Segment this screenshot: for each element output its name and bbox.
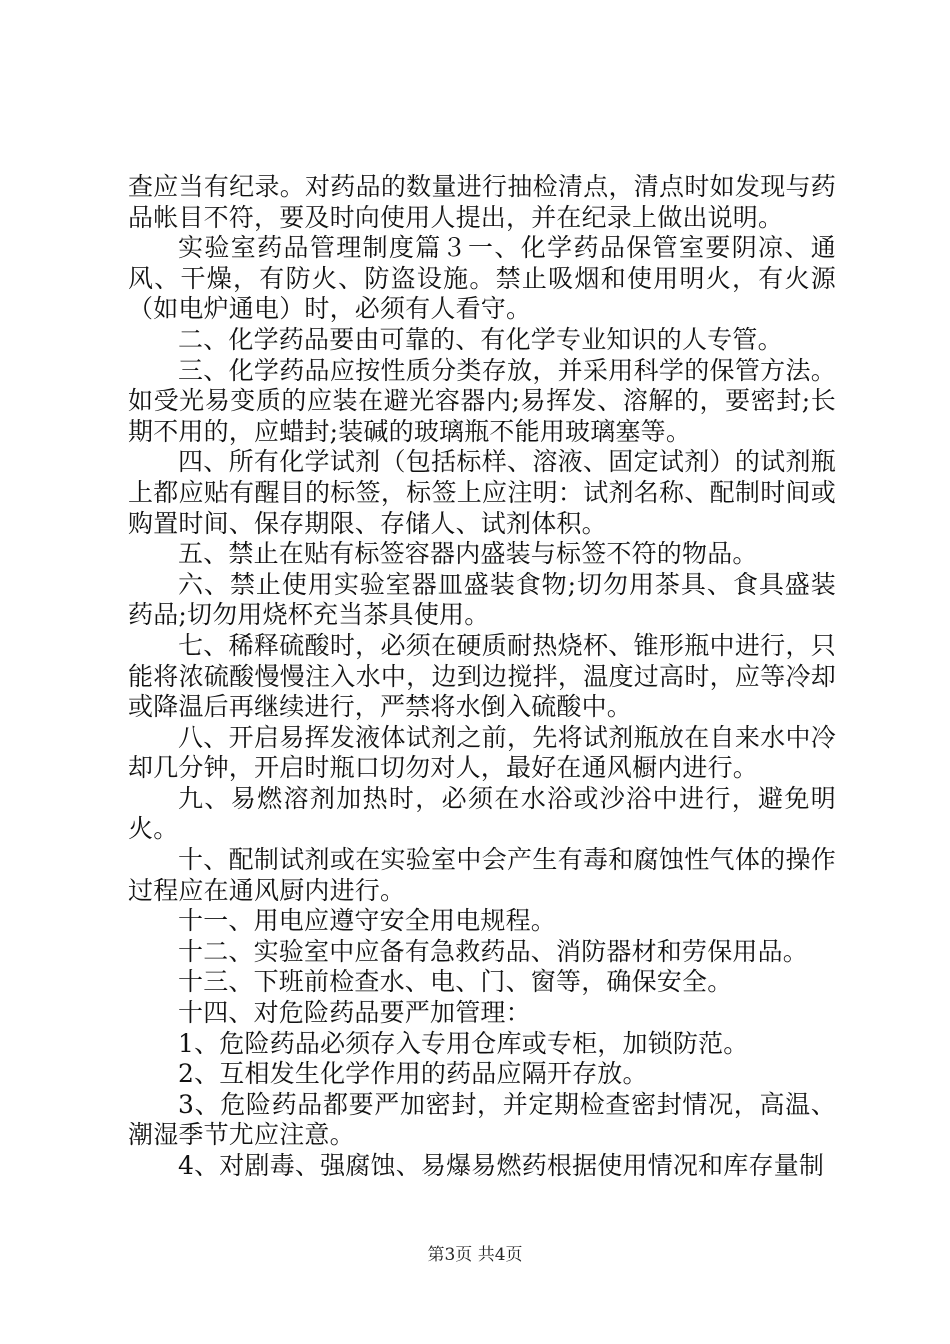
paragraph: 1、危险药品必须存入专用仓库或专柜，加锁防范。: [178, 1028, 749, 1058]
paragraph: 四、所有化学试剂（包括标样、溶液、固定试剂）的试剂瓶上都应贴有醒目的标签，标签上应注明：试剂名称、配制时间或购置时间、保存期限、存储人、试剂体积。: [128, 447, 836, 538]
paragraph: 4、对剧毒、强腐蚀、易爆易燃药根据使用情况和库存量制: [178, 1151, 825, 1180]
paragraph: 3、危险药品都要严加密封，并定期检查密封情况，高温、潮湿季节尤应注意。: [128, 1089, 836, 1150]
paragraph: 六、禁止使用实验室器皿盛装食物;切勿用茶具、食具盛装药品;切勿用烧杯充当茶具使用。: [128, 569, 836, 630]
paragraph: 十一、用电应遵守安全用电规程。: [178, 906, 557, 936]
document-body: [128, 172, 836, 1182]
paragraph: 十三、下班前检查水、电、门、窗等，确保安全。: [178, 967, 733, 997]
paragraph: 五、禁止在贴有标签容器内盛装与标签不符的物品。: [178, 539, 758, 569]
paragraph: 十四、对危险药品要严加管理：: [178, 998, 531, 1028]
paragraph: 九、易燃溶剂加热时，必须在水浴或沙浴中进行，避免明火。: [128, 783, 836, 844]
paragraph: 查应当有纪录。对药品的数量进行抽检清点，清点时如发现与药品帐目不符，要及时向使用人提出，并在纪录上做出说明。: [128, 172, 836, 232]
paragraph: 十、配制试剂或在实验室中会产生有毒和腐蚀性气体的操作过程应在通风厨内进行。: [128, 845, 836, 905]
paragraph: 三、化学药品应按性质分类存放，并采用科学的保管方法。如受光易变质的应装在避光容器内;易挥发、溶解的，要密封;长期不用的，应蜡封;装碱的玻璃瓶不能用玻璃塞等。: [128, 355, 836, 446]
paragraph: 实验室药品管理制度篇３一、化学药品保管室要阴凉、通风、干燥，有防火、防盗设施。禁止吸烟和使用明火，有火源（如电炉通电）时，必须有人看守。: [128, 233, 836, 324]
paragraph: 二、化学药品要由可靠的、有化学专业知识的人专管。: [178, 324, 783, 354]
page-footer: 第3页 共4页: [427, 1245, 523, 1265]
paragraph: 十二、实验室中应备有急救药品、消防器材和劳保用品。: [178, 936, 809, 966]
paragraph: 七、稀释硫酸时，必须在硬质耐热烧杯、锥形瓶中进行，只能将浓硫酸慢慢注入水中，边到边搅拌，温度过高时，应等冷却或降温后再继续进行，严禁将水倒入硫酸中。: [128, 630, 836, 722]
paragraph: 八、开启易挥发液体试剂之前，先将试剂瓶放在自来水中冷却几分钟，开启时瓶口切勿对人，最好在通风橱内进行。: [128, 722, 836, 783]
paragraph: 2、互相发生化学作用的药品应隔开存放。: [178, 1059, 648, 1089]
